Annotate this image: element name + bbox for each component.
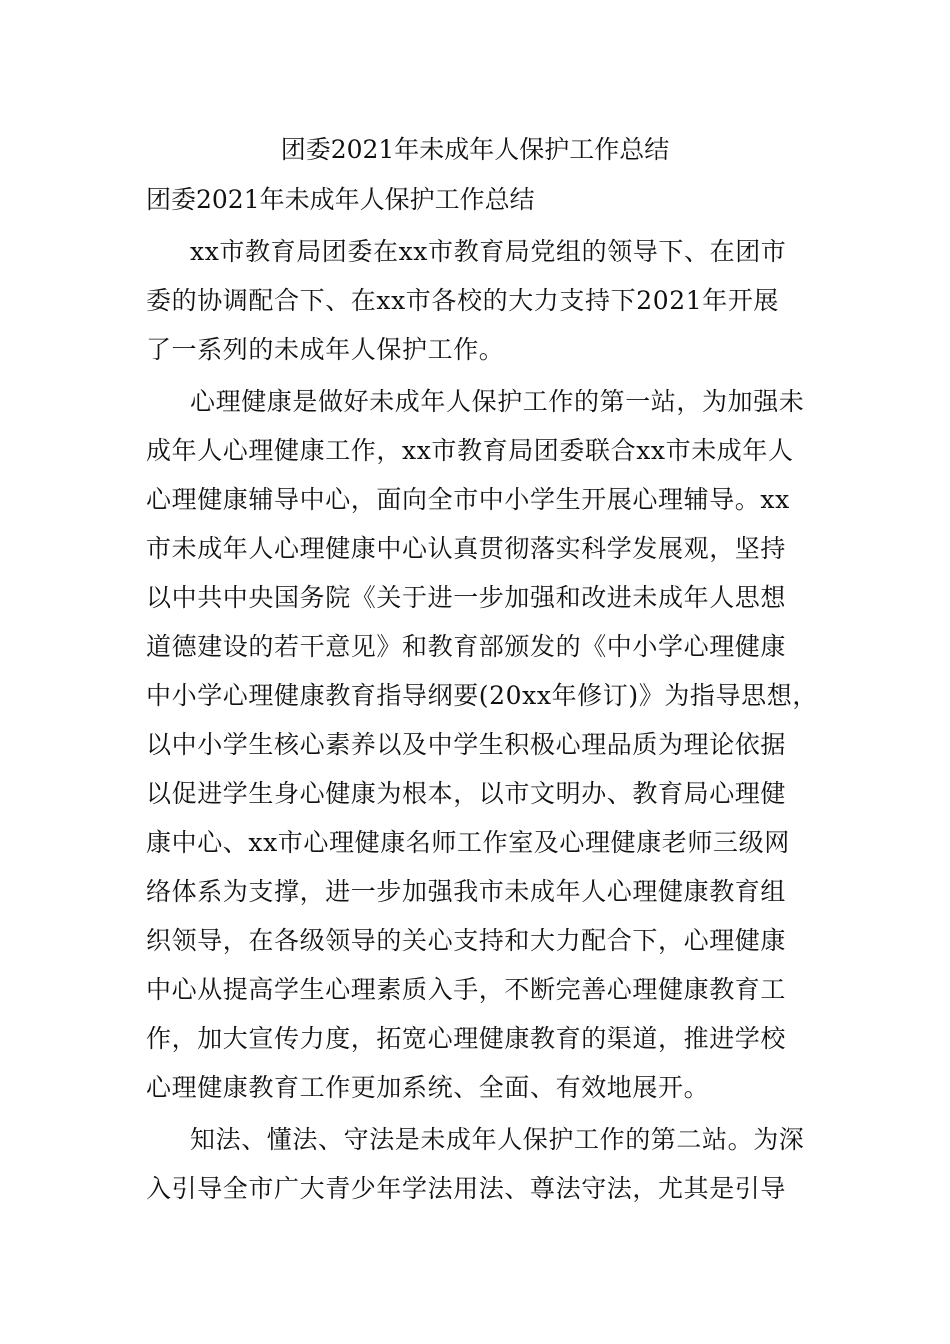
body-line: 委的协调配合下、在xx市各校的大力支持下2021年开展: [146, 286, 780, 315]
body-line: 市未成年人心理健康中心认真贯彻落实科学发展观，坚持: [146, 534, 787, 563]
body-line: 知法、懂法、守法是未成年人保护工作的第二站。为深: [190, 1125, 805, 1154]
body-line: 心理健康是做好未成年人保护工作的第一站，为加强未: [190, 387, 805, 416]
body-line: 入引导全市广大青少年学法用法、尊法守法，尤其是引导: [146, 1174, 787, 1203]
document-subtitle: 团委2021年未成年人保护工作总结: [146, 185, 535, 214]
body-line: 作，加大宣传力度，拓宽心理健康教育的渠道，推进学校: [146, 1024, 787, 1053]
document-title: 团委2021年未成年人保护工作总结: [280, 135, 670, 164]
body-line: 中小学心理健康教育指导纲要(20xx年修订)》为指导思想，: [146, 681, 818, 710]
body-line: 络体系为支撑，进一步加强我市未成年人心理健康教育组: [146, 877, 787, 906]
body-line: 以中小学生核心素养以及中学生积极心理品质为理论依据: [146, 730, 787, 759]
body-line: xx市教育局团委在xx市教育局党组的领导下、在团市: [190, 237, 787, 266]
body-line: 织领导，在各级领导的关心支持和大力配合下，心理健康: [146, 926, 787, 955]
body-line: 心理健康教育工作更加系统、全面、有效地展开。: [146, 1073, 710, 1102]
body-line: 心理健康辅导中心，面向全市中小学生开展心理辅导。xx: [146, 485, 790, 514]
body-line: 以促进学生身心健康为根本，以市文明办、教育局心理健: [146, 779, 787, 808]
body-line: 康中心、xx市心理健康名师工作室及心理健康老师三级网: [146, 828, 790, 857]
body-line: 了一系列的未成年人保护工作。: [146, 335, 505, 364]
body-line: 道德建设的若干意见》和教育部颁发的《中小学心理健康: [146, 632, 787, 661]
body-line: 中心从提高学生心理素质入手，不断完善心理健康教育工: [146, 975, 787, 1004]
body-line: 成年人心理健康工作，xx市教育局团委联合xx市未成年人: [146, 436, 794, 465]
body-line: 以中共中央国务院《关于进一步加强和改进未成年人思想: [146, 583, 787, 612]
